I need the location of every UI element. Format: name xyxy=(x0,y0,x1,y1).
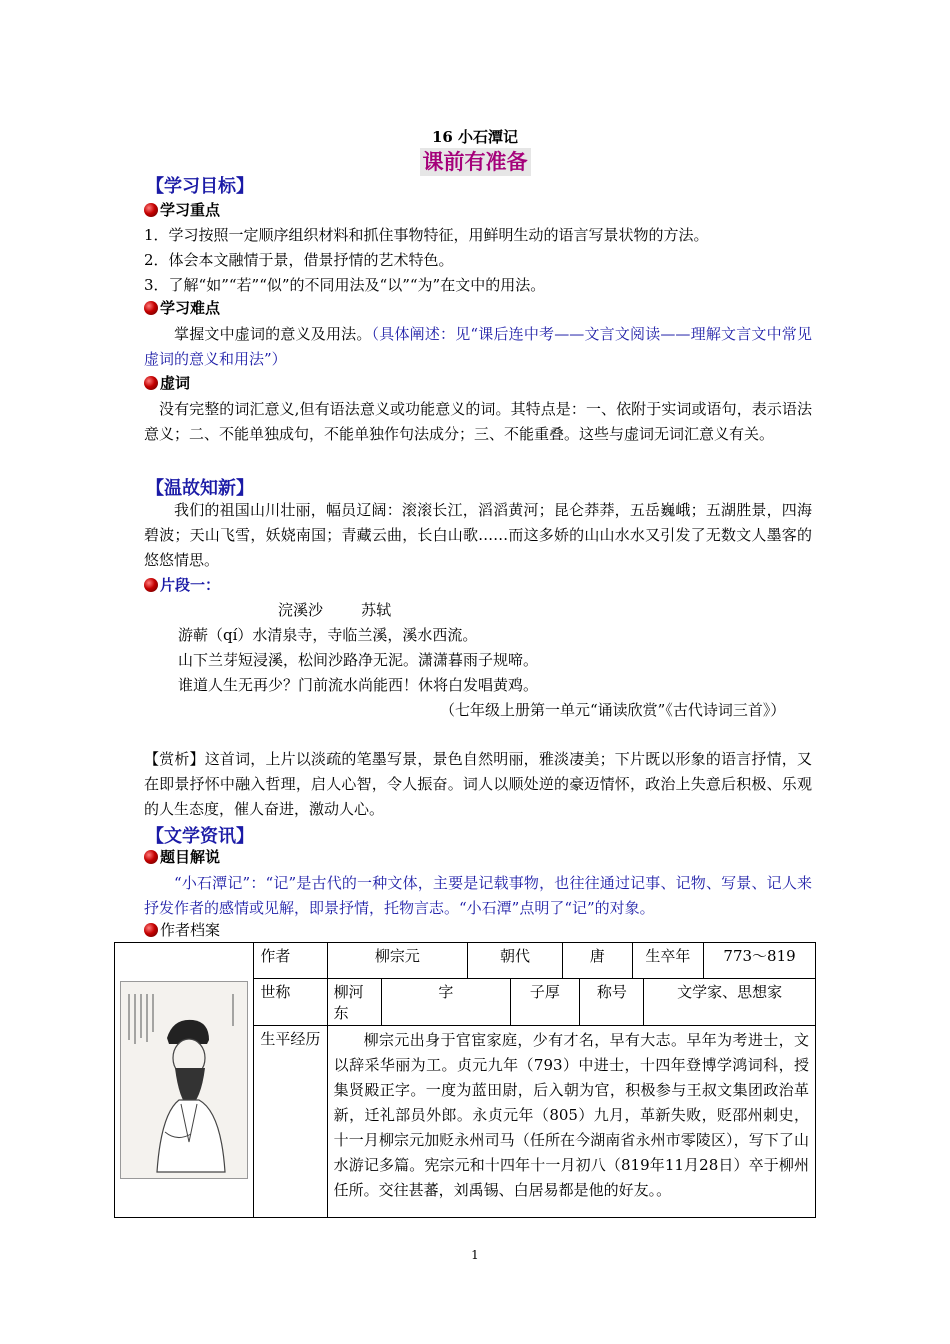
section-banner xyxy=(0,148,950,176)
poem-line-1: 游蕲（qí）水清泉寺，寺临兰溪，溪水西流。 xyxy=(178,626,478,644)
key-point-2: 2．体会本文融情于景，借景抒情的艺术特色。 xyxy=(144,251,454,269)
difficulty-label-text: 学习难点 xyxy=(160,299,221,317)
author-file-label xyxy=(144,919,220,940)
title-explain-label-text: 题目解说 xyxy=(160,848,221,866)
fragment-label xyxy=(144,574,220,595)
red-ball-icon xyxy=(144,301,158,315)
title-label: 称号 xyxy=(580,979,644,1026)
author-portrait-image xyxy=(120,981,248,1179)
bio-text: 柳宗元出身于官宦家庭，少有才名，早有大志。早年为考进士，文以辞采华丽为工。贞元九年（793）中进士，十四年登博学鸿词科，授集贤殿正字。一度为蓝田尉，后入朝为官，积极参与王叔文集团政治革新，迁礼部员外郎。永贞元年（805）九月，革新失败，贬邵州刺史，十一月柳宗元加贬永州司马（任所在今湖南省永州市零陵区），写下了山水游记多篇。宪宗元和十四年十一月初八（819年11月28日）卒于柳州任所。交往甚蕃，刘禹锡、白居易都是他的好友。。 xyxy=(327,1026,815,1218)
difficulty-text: 掌握文中虚词的意义及用法。 xyxy=(174,325,372,343)
fragment-label-text: 片段一： xyxy=(160,576,221,594)
alias-value: 柳河东 xyxy=(327,979,381,1026)
function-word-label-text: 虚词 xyxy=(160,374,191,392)
review-intro: 我们的祖国山川壮丽，幅员辽阔：滚滚长江，滔滔黄河；昆仑莽莽，五岳巍峨；五湖胜景，四海碧波；天山飞雪，妖娆南国；青藏云曲，长白山歌……而这多娇的山山水水又引发了无数文人墨客的悠悠情思。 xyxy=(144,501,812,569)
courtesy-value: 子厚 xyxy=(510,979,580,1026)
courtesy-label: 字 xyxy=(382,979,510,1026)
author-table xyxy=(114,942,816,1218)
author-label: 作者 xyxy=(254,943,327,979)
dynasty-label: 朝代 xyxy=(468,943,563,979)
years-value: 773～819 xyxy=(704,943,816,979)
title-explain-label xyxy=(144,846,220,867)
dynasty-value: 唐 xyxy=(562,943,632,979)
red-ball-icon xyxy=(144,376,158,390)
difficulty-note: （具体阐述：见“课后连中考——文言文阅读——理解文言文中常见虚词的意义和用法”） xyxy=(144,325,812,368)
red-ball-icon xyxy=(144,578,158,592)
poem-line-3: 谁道人生无再少？门前流水尚能西！休将白发唱黄鸡。 xyxy=(178,676,539,694)
appreciation-paragraph xyxy=(144,747,812,822)
key-point-1: 1．学习按照一定顺序组织材料和抓住事物特征，用鲜明生动的语言写景状物的方法。 xyxy=(144,226,709,244)
appreciation-text: 这首词，上片以淡疏的笔墨写景，景色自然明丽，雅淡凄美；下片既以形象的语言抒情，又在即景抒怀中融入哲理，启人心智，令人振奋。词人以顺处逆的豪迈情怀，政治上失意后积极、乐观的人生态度，催人奋进，激动人心。 xyxy=(144,750,812,818)
author-file-label-text: 作者档案 xyxy=(160,921,221,939)
years-label: 生卒年 xyxy=(632,943,703,979)
difficulty-label xyxy=(144,297,220,318)
author-value: 柳宗元 xyxy=(327,943,467,979)
function-word-definition: 没有完整的词汇意义,但有语法意义或功能意义的词。其特点是：一、依附于实词或语句，表示语法意义；二、不能单独成句，不能单独作句法成分；三、不能重叠。这些与虚词无词汇意义有关。 xyxy=(144,400,812,443)
key-point-3: 3．了解“如”“若”“似”的不同用法及“以”“为”在文中的用法。 xyxy=(144,276,546,294)
alias-label: 世称 xyxy=(254,979,327,1026)
review-heading: 【温故知新】 xyxy=(146,478,254,499)
title-explain-text: “小石潭记”：“记”是古代的一种文体，主要是记载事物，也往往通过记事、记物、写景、记人来抒发作者的感情或见解，即景抒情，托物言志。“小石潭”点明了“记”的对象。 xyxy=(144,874,812,917)
appreciation-label: 【赏析】 xyxy=(144,750,205,768)
difficulty-paragraph xyxy=(144,322,812,372)
section-banner-text: 课前有准备 xyxy=(420,148,531,176)
bio-label: 生平经历 xyxy=(254,1026,327,1218)
goals-heading: 【学习目标】 xyxy=(146,176,254,197)
key-points-label xyxy=(144,199,220,220)
function-word-label xyxy=(144,372,190,393)
portrait-cell xyxy=(115,943,254,1218)
red-ball-icon xyxy=(144,850,158,864)
key-points-label-text: 学习重点 xyxy=(160,201,221,219)
poem-line-2: 山下兰芽短浸溪，松间沙路净无泥。潇潇暮雨子规啼。 xyxy=(178,651,539,669)
red-ball-icon xyxy=(144,203,158,217)
lesson-title: 16 小石潭记 xyxy=(431,128,519,146)
title-value: 文学家、思想家 xyxy=(644,979,816,1026)
red-ball-icon xyxy=(144,923,158,937)
page-number: 1 xyxy=(471,1248,479,1262)
literature-heading: 【文学资讯】 xyxy=(146,826,254,847)
poem-source: （七年级上册第一单元“诵读欣赏”《古代诗词三首》） xyxy=(440,701,786,719)
poem-title: 浣溪沙 苏轼 xyxy=(278,601,392,619)
